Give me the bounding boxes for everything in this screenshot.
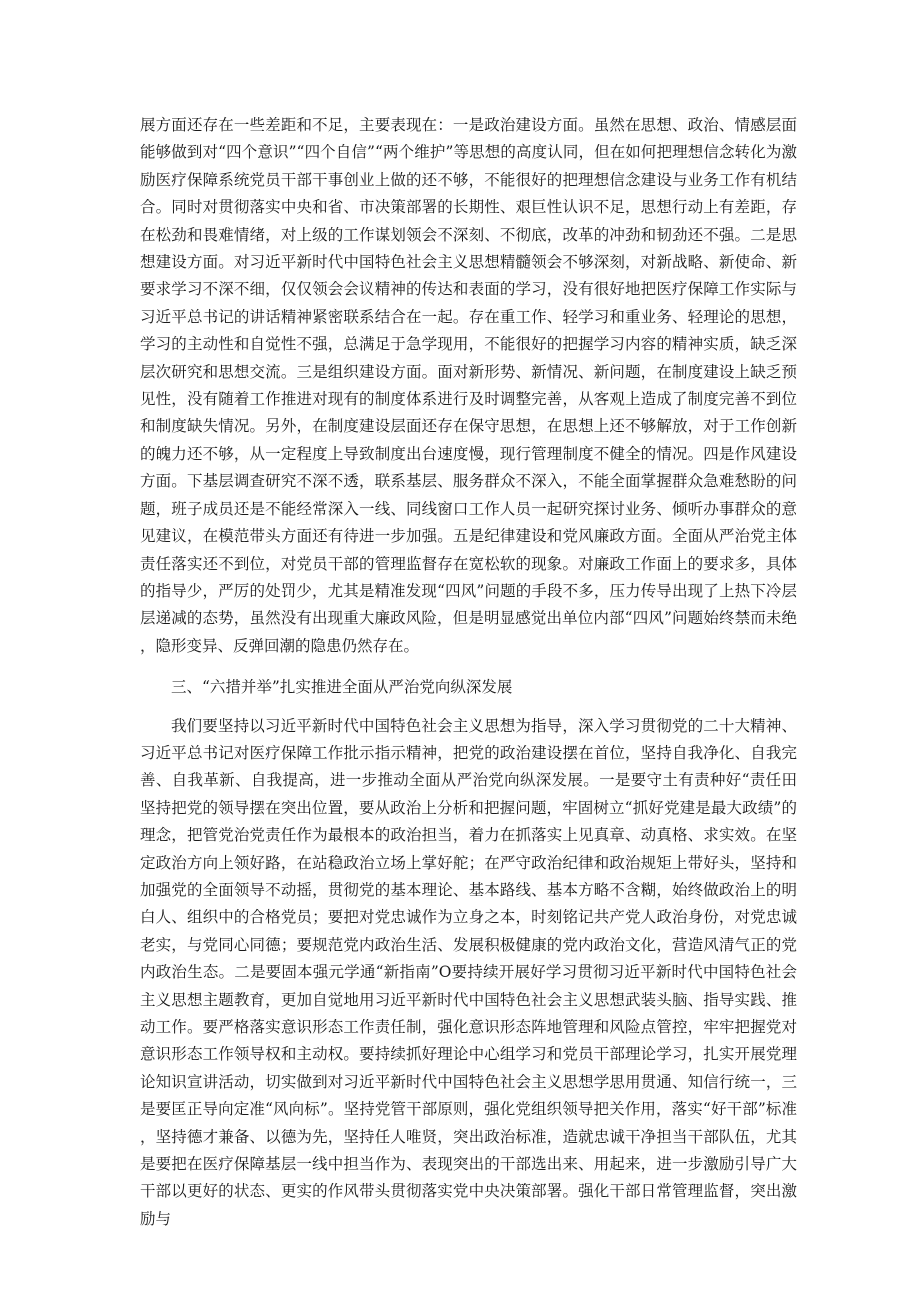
body-paragraph-measures: 我们要坚持以习近平新时代中国特色社会主义思想为指导，深入学习贯彻党的二十大精神、习近平总书记对医疗保障工作批示指示精神，把党的政治建设摆在首位，坚持自我净化、自我完善、自我革新、自我提高，进一步推动全面从严治党向纵深发展。一是要守土有责种好“责任田坚持把党的领导摆在突出位置，要从政治上分析和把握问题，牢固树立“抓好党建是最大政绩”的理念，把管党治党责任作为最根本的政治担当，着力在抓落实上见真章、动真格、求实效。在坚定政治方向上领好路，在站稳政治立场上掌好舵；在严守政治纪律和政治规矩上带好头，坚持和加强党的全面领导不动摇，贯彻党的基本理论、基本路线、基本方略不含糊，始终做政治上的明白人、组织中的合格党员；要把对党忠诚作为立身之本，时刻铭记共产党人政治身份，对党忠诚老实，与党同心同德；要规范党内政治生活、发展积极健康的党内政治文化，营造风清气正的党内政治生态。二是要固本强元学通“新指南”O要持续开展好学习贯彻习近平新时代中国特色社会主义思想主题教育，更加自觉地用习近平新时代中国特色社会主义思想武装头脑、指导实践、推动工作。要严格落实意识形态工作责任制，强化意识形态阵地管理和风险点管控，牢牢把握党对意识形态工作领导权和主动权。要持续抓好理论中心组学习和党员干部理论学习，扎实开展党理论知识宣讲活动，切实做到对习近平新时代中国特色社会主义思想学思用贯通、知信行统一，三是要匡正导向定准“风向标”。坚持党管干部原则，强化党组织领导把关作用，落实“好干部”标准，坚持德才兼备、以德为先，坚持任人唯贤，突出政治标准，造就忠诚干净担当干部队伍，尤其是要把在医疗保障基层一线中担当作为、表现突出的干部选出来、用起来，进一步激励引导广大干部以更好的状态、更实的作风带头贯彻落实党中央决策部署。强化干部日常管理监督，突出激励与 <box>140 716 797 1228</box>
document-page <box>140 112 797 1233</box>
section-heading-three: 三、“六措并举”扎实推进全面从严治党向纵深发展 <box>171 678 513 697</box>
body-paragraph-shortcomings: 展方面还存在一些差距和不足，主要表现在：一是政治建设方面。虽然在思想、政治、情感层面能够做到对“四个意识”“四个自信”“两个维护”等思想的高度认同，但在如何把理想信念转化为激励医疗保障系统党员干部干事创业上做的还不够，不能很好的把理想信念建设与业务工作有机结合。同时对贯彻落实中央和省、市决策部署的长期性、艰巨性认识不足，思想行动上有差距，存在松劲和畏难情绪，对上级的工作谋划领会不深刻、不彻底，改革的冲劲和韧劲还不强。二是思想建设方面。对习近平新时代中国特色社会主义思想精髓领会不够深刻，对新战略、新使命、新要求学习不深不细，仅仅领会会议精神的传达和表面的学习，没有很好地把医疗保障工作实际与习近平总书记的讲话精神紧密联系结合在一起。存在重工作、轻学习和重业务、轻理论的思想，学习的主动性和自觉性不强，总满足于急学现用，不能很好的把握学习内容的精神实质，缺乏深层次研究和思想交流。三是组织建设方面。面对新形势、新情况、新问题，在制度建设上缺乏预见性，没有随着工作推进对现有的制度体系进行及时调整完善，从客观上造成了制度完善不到位和制度缺失情况。另外，在制度建设层面还存在保守思想，在思想上还不够解放，对于工作创新的魄力还不够，从一定程度上导致制度出台速度慢，现行管理制度不健全的情况。四是作风建设方面。下基层调查研究不深不透，联系基层、服务群众不深入，不能全面掌握群众急难愁盼的问题，班子成员还是不能经常深入一线、同线窗口工作人员一起研究探讨业务、倾听办事群众的意见建议，在模范带头方面还有待进一步加强。五是纪律建设和党风廉政方面。全面从严治党主体责任落实还不到位，对党员干部的管理监督存在宽松软的现象。对廉政工作面上的要求多，具体的指导少，严厉的处罚少，尤其是精准发现“四风”问题的手段不多，压力传导出现了上热下冷层层递减的态势，虽然没有出现重大廉政风险，但是明显感觉出单位内部“四风”问题始终禁而未绝，隐形变异、反弹回潮的隐患仍然存在。 <box>140 116 797 655</box>
